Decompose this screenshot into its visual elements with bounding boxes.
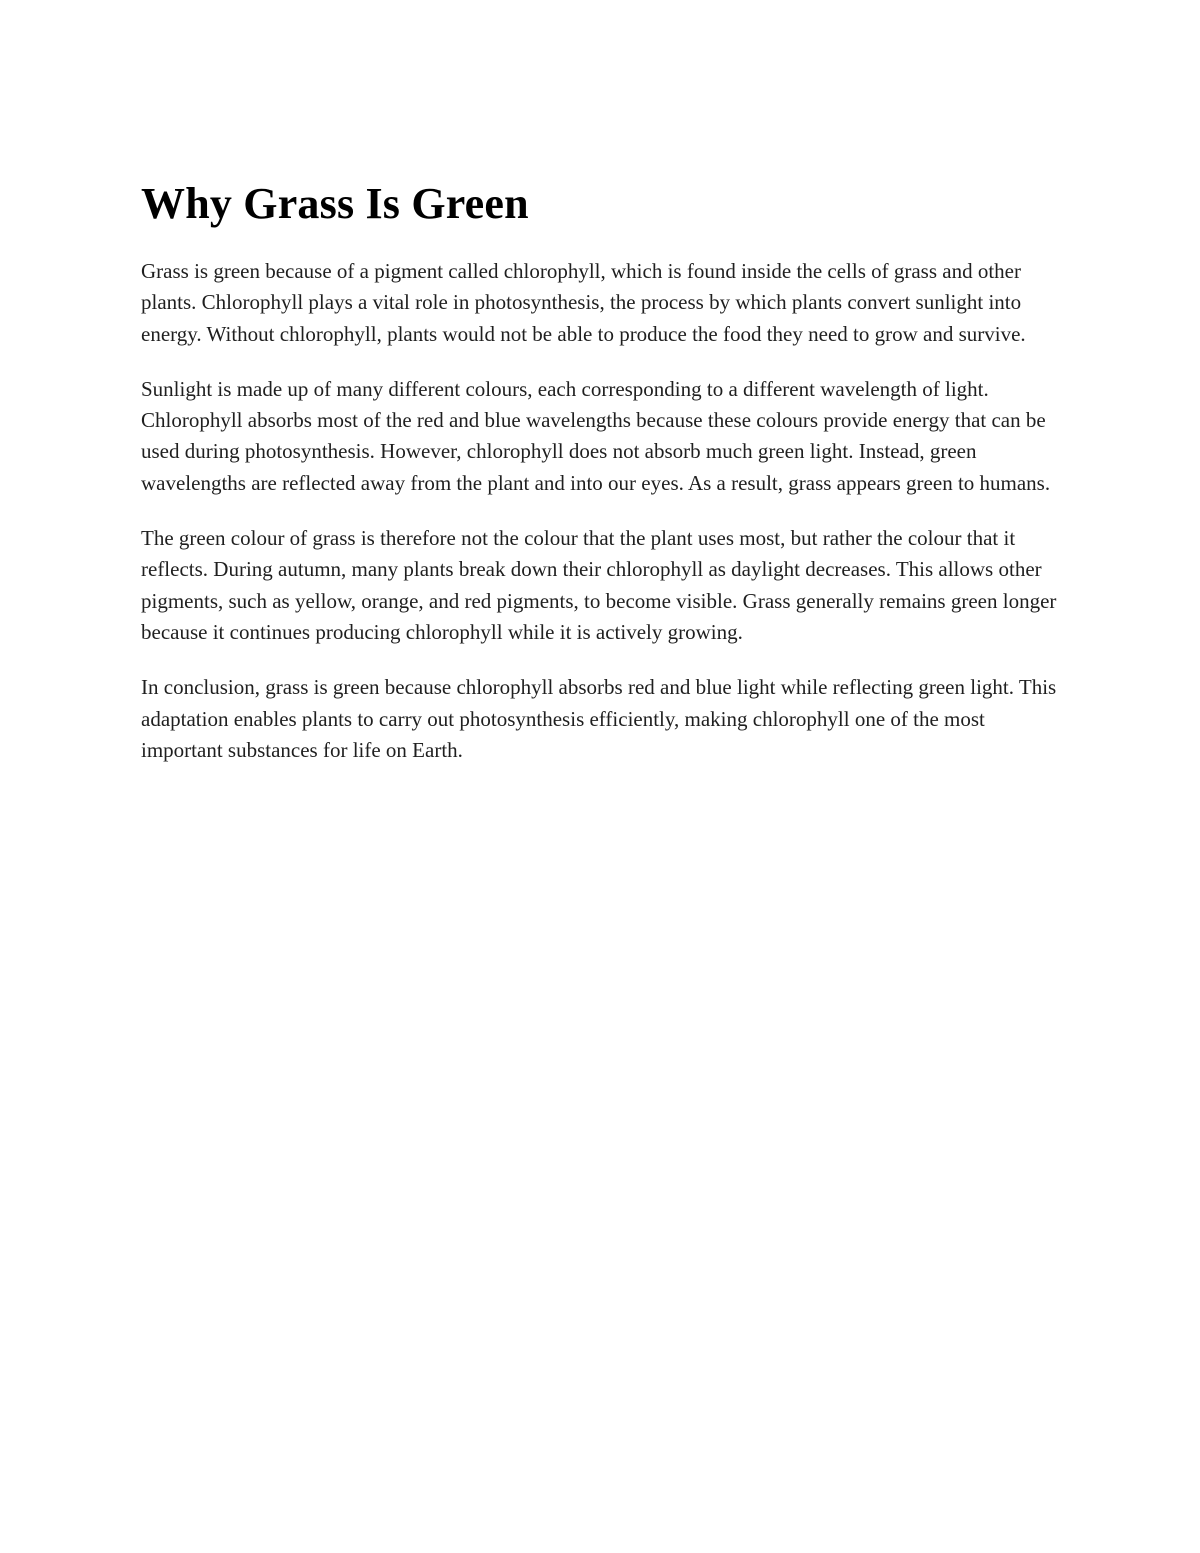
paragraph-1: Grass is green because of a pigment called chlorophyll, which is found inside the cells of grass and other plants. Chlorophyll plays a vital role in photosynthesis, the process by which plants convert sunlight into energy. Without chlorophyll, plants would not be able to produce the food they need to grow and survive. <box>141 259 1026 346</box>
document-body <box>141 176 1061 790</box>
paragraph-3: The green colour of grass is therefore not the colour that the plant uses most, but rather the colour that it reflects. During autumn, many plants break down their chlorophyll as daylight decreases. This allows other pigments, such as yellow, orange, and red pigments, to become visible. Grass generally remains green longer because it continues producing chlorophyll while it is actively growing. <box>141 526 1057 644</box>
paragraph-4: In conclusion, grass is green because chlorophyll absorbs red and blue light while reflecting green light. This adaptation enables plants to carry out photosynthesis efficiently, making chlorophyll one of the most important substances for life on Earth. <box>141 675 1057 762</box>
paragraph-2: Sunlight is made up of many different colours, each corresponding to a different wavelength of light. Chlorophyll absorbs most of the red and blue wavelengths because these colours provide energy that can be used during photosynthesis. However, chlorophyll does not absorb much green light. Instead, green wavelengths are reflected away from the plant and into our eyes. As a result, grass appears green to humans. <box>141 376 1051 495</box>
document-title: Why Grass Is Green <box>141 179 529 228</box>
